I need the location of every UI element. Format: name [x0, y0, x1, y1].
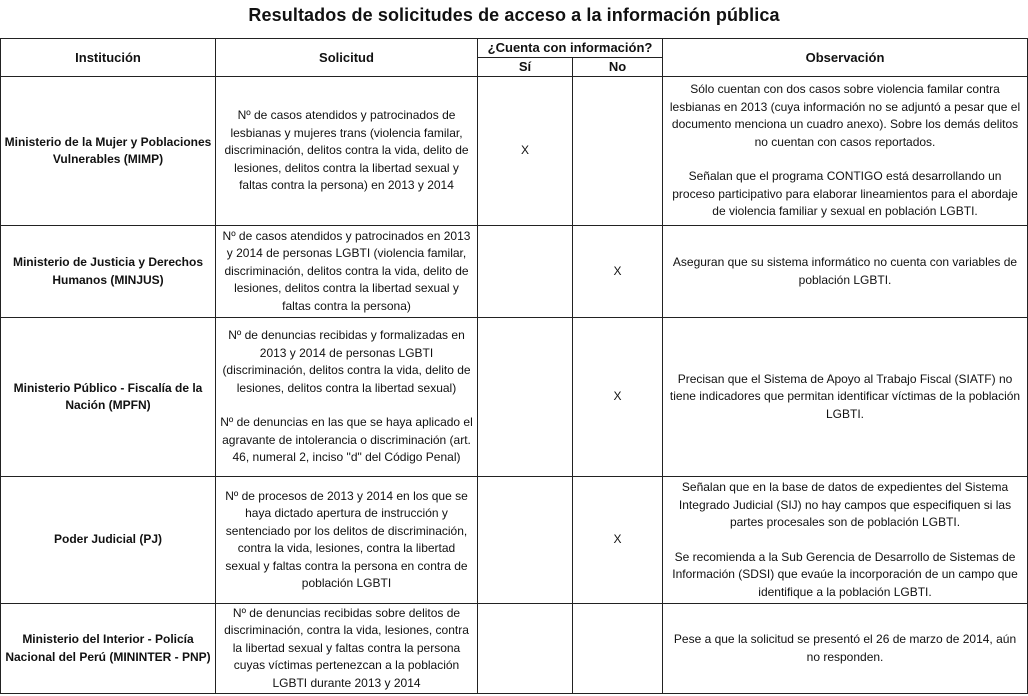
si-cell	[478, 604, 573, 694]
table-row	[1, 318, 1028, 477]
si-cell: X	[478, 77, 573, 226]
observacion-text: Señalan que el programa CONTIGO está desarrollando un proceso participativo para elaborar lineamientos para el abordaje de violencia familiar y sexual en población LGBTI.	[672, 169, 1018, 219]
si-cell	[478, 318, 573, 477]
header-institucion: Institución	[1, 39, 216, 77]
table-row	[1, 77, 1028, 226]
solicitud-text: Nº de casos atendidos y patrocinados en 2013 y 2014 de personas LGBTI (violencia familar, discriminación, delitos contra la vida, delito de lesiones, delitos contra la libertad sexual y faltas contra la persona)	[222, 228, 471, 313]
observacion-text: Pese a que la solicitud se presentó el 26 de marzo de 2014, aún no responden.	[673, 632, 1017, 664]
observacion-text: Precisan que el Sistema de Apoyo al Trabajo Fiscal (SIATF) no tiene indicadores que permitan identificar víctimas de la población LGBTI.	[669, 371, 1021, 421]
header-cuenta-con-informacion: ¿Cuenta con información?	[478, 39, 663, 58]
institucion-cell: Ministerio de la Mujer y Poblaciones Vulnerables (MIMP)	[1, 77, 216, 226]
institucion-cell: Ministerio de Justicia y Derechos Humanos (MINJUS)	[1, 226, 216, 318]
solicitud-cell	[216, 477, 478, 604]
header-row	[1, 39, 1028, 58]
solicitud-text: Nº de denuncias recibidas y formalizadas en 2013 y 2014 de personas LGBTI (discriminación, delitos contra la vida, delito de lesiones, delitos contra la libertad sexual)	[222, 328, 471, 395]
solicitud-cell	[216, 318, 478, 477]
institucion-cell: Poder Judicial (PJ)	[1, 477, 216, 604]
header-no: No	[573, 58, 663, 77]
solicitud-text: Nº de denuncias recibidas sobre delitos de discriminación, contra la vida, lesiones, contra la libertad sexual y faltas contra la persona cuyas víctimas pertenezcan a la población LGBTI durante 2013 y 2014	[224, 605, 469, 690]
no-cell	[573, 77, 663, 226]
header-observacion: Observación	[663, 39, 1028, 77]
observacion-cell	[663, 477, 1028, 604]
no-cell: X	[573, 318, 663, 477]
header-solicitud: Solicitud	[216, 39, 478, 77]
results-table	[0, 38, 1028, 694]
si-cell	[478, 477, 573, 604]
observacion-cell	[663, 77, 1028, 226]
observacion-cell	[663, 226, 1028, 318]
solicitud-text: Nº de procesos de 2013 y 2014 en los que se haya dictado apertura de instrucción y sentenciado por los delitos de discriminación, contra la vida, lesiones, contra la libertad sexual y faltas contra la persona en contra de población LGBTI	[225, 488, 468, 590]
table-row	[1, 477, 1028, 604]
solicitud-cell	[216, 77, 478, 226]
no-cell	[573, 604, 663, 694]
observacion-text: Señalan que en la base de datos de expedientes del Sistema Integrado Judicial (SIJ) no hay campos que especifiquen si las partes procesales son de población LGBTI.	[678, 480, 1012, 529]
institucion-cell: Ministerio del Interior - Policía Nacional del Perú (MININTER - PNP)	[1, 604, 216, 694]
observacion-cell	[663, 318, 1028, 477]
header-si: Sí	[478, 58, 573, 77]
page-title: Resultados de solicitudes de acceso a la información pública	[248, 5, 780, 25]
si-cell	[478, 226, 573, 318]
table-row	[1, 604, 1028, 694]
observacion-text: Aseguran que su sistema informático no cuenta con variables de población LGBTI.	[672, 255, 1018, 287]
no-cell: X	[573, 477, 663, 604]
observacion-text: Se recomienda a la Sub Gerencia de Desarrollo de Sistemas de Información (SDSI) que evaúe la incorporación de un campo que identifique a la población LGBTI.	[672, 549, 1018, 599]
solicitud-cell	[216, 226, 478, 318]
no-cell: X	[573, 226, 663, 318]
institucion-cell: Ministerio Público - Fiscalía de la Nación (MPFN)	[1, 318, 216, 477]
solicitud-text: Nº de denuncias en las que se haya aplicado el agravante de intolerancia o discriminación (art. 46, numeral 2, inciso "d" del Código Penal)	[220, 415, 473, 465]
solicitud-cell	[216, 604, 478, 694]
observacion-cell	[663, 604, 1028, 694]
observacion-text: Sólo cuentan con dos casos sobre violencia familar contra lesbianas en 2013 (cuya información no se adjuntó a pesar que el documento menciona un cuadro anexo). Sobre los demás delitos no cuentan con casos reportados.	[669, 82, 1021, 149]
solicitud-text: Nº de casos atendidos y patrocinados de lesbianas y mujeres trans (violencia familar, discriminación, delitos contra la vida, delito de lesiones, delitos contra la libertad sexual y faltas contra la persona) en 2013 y 2014	[224, 108, 469, 193]
table-row	[1, 226, 1028, 318]
